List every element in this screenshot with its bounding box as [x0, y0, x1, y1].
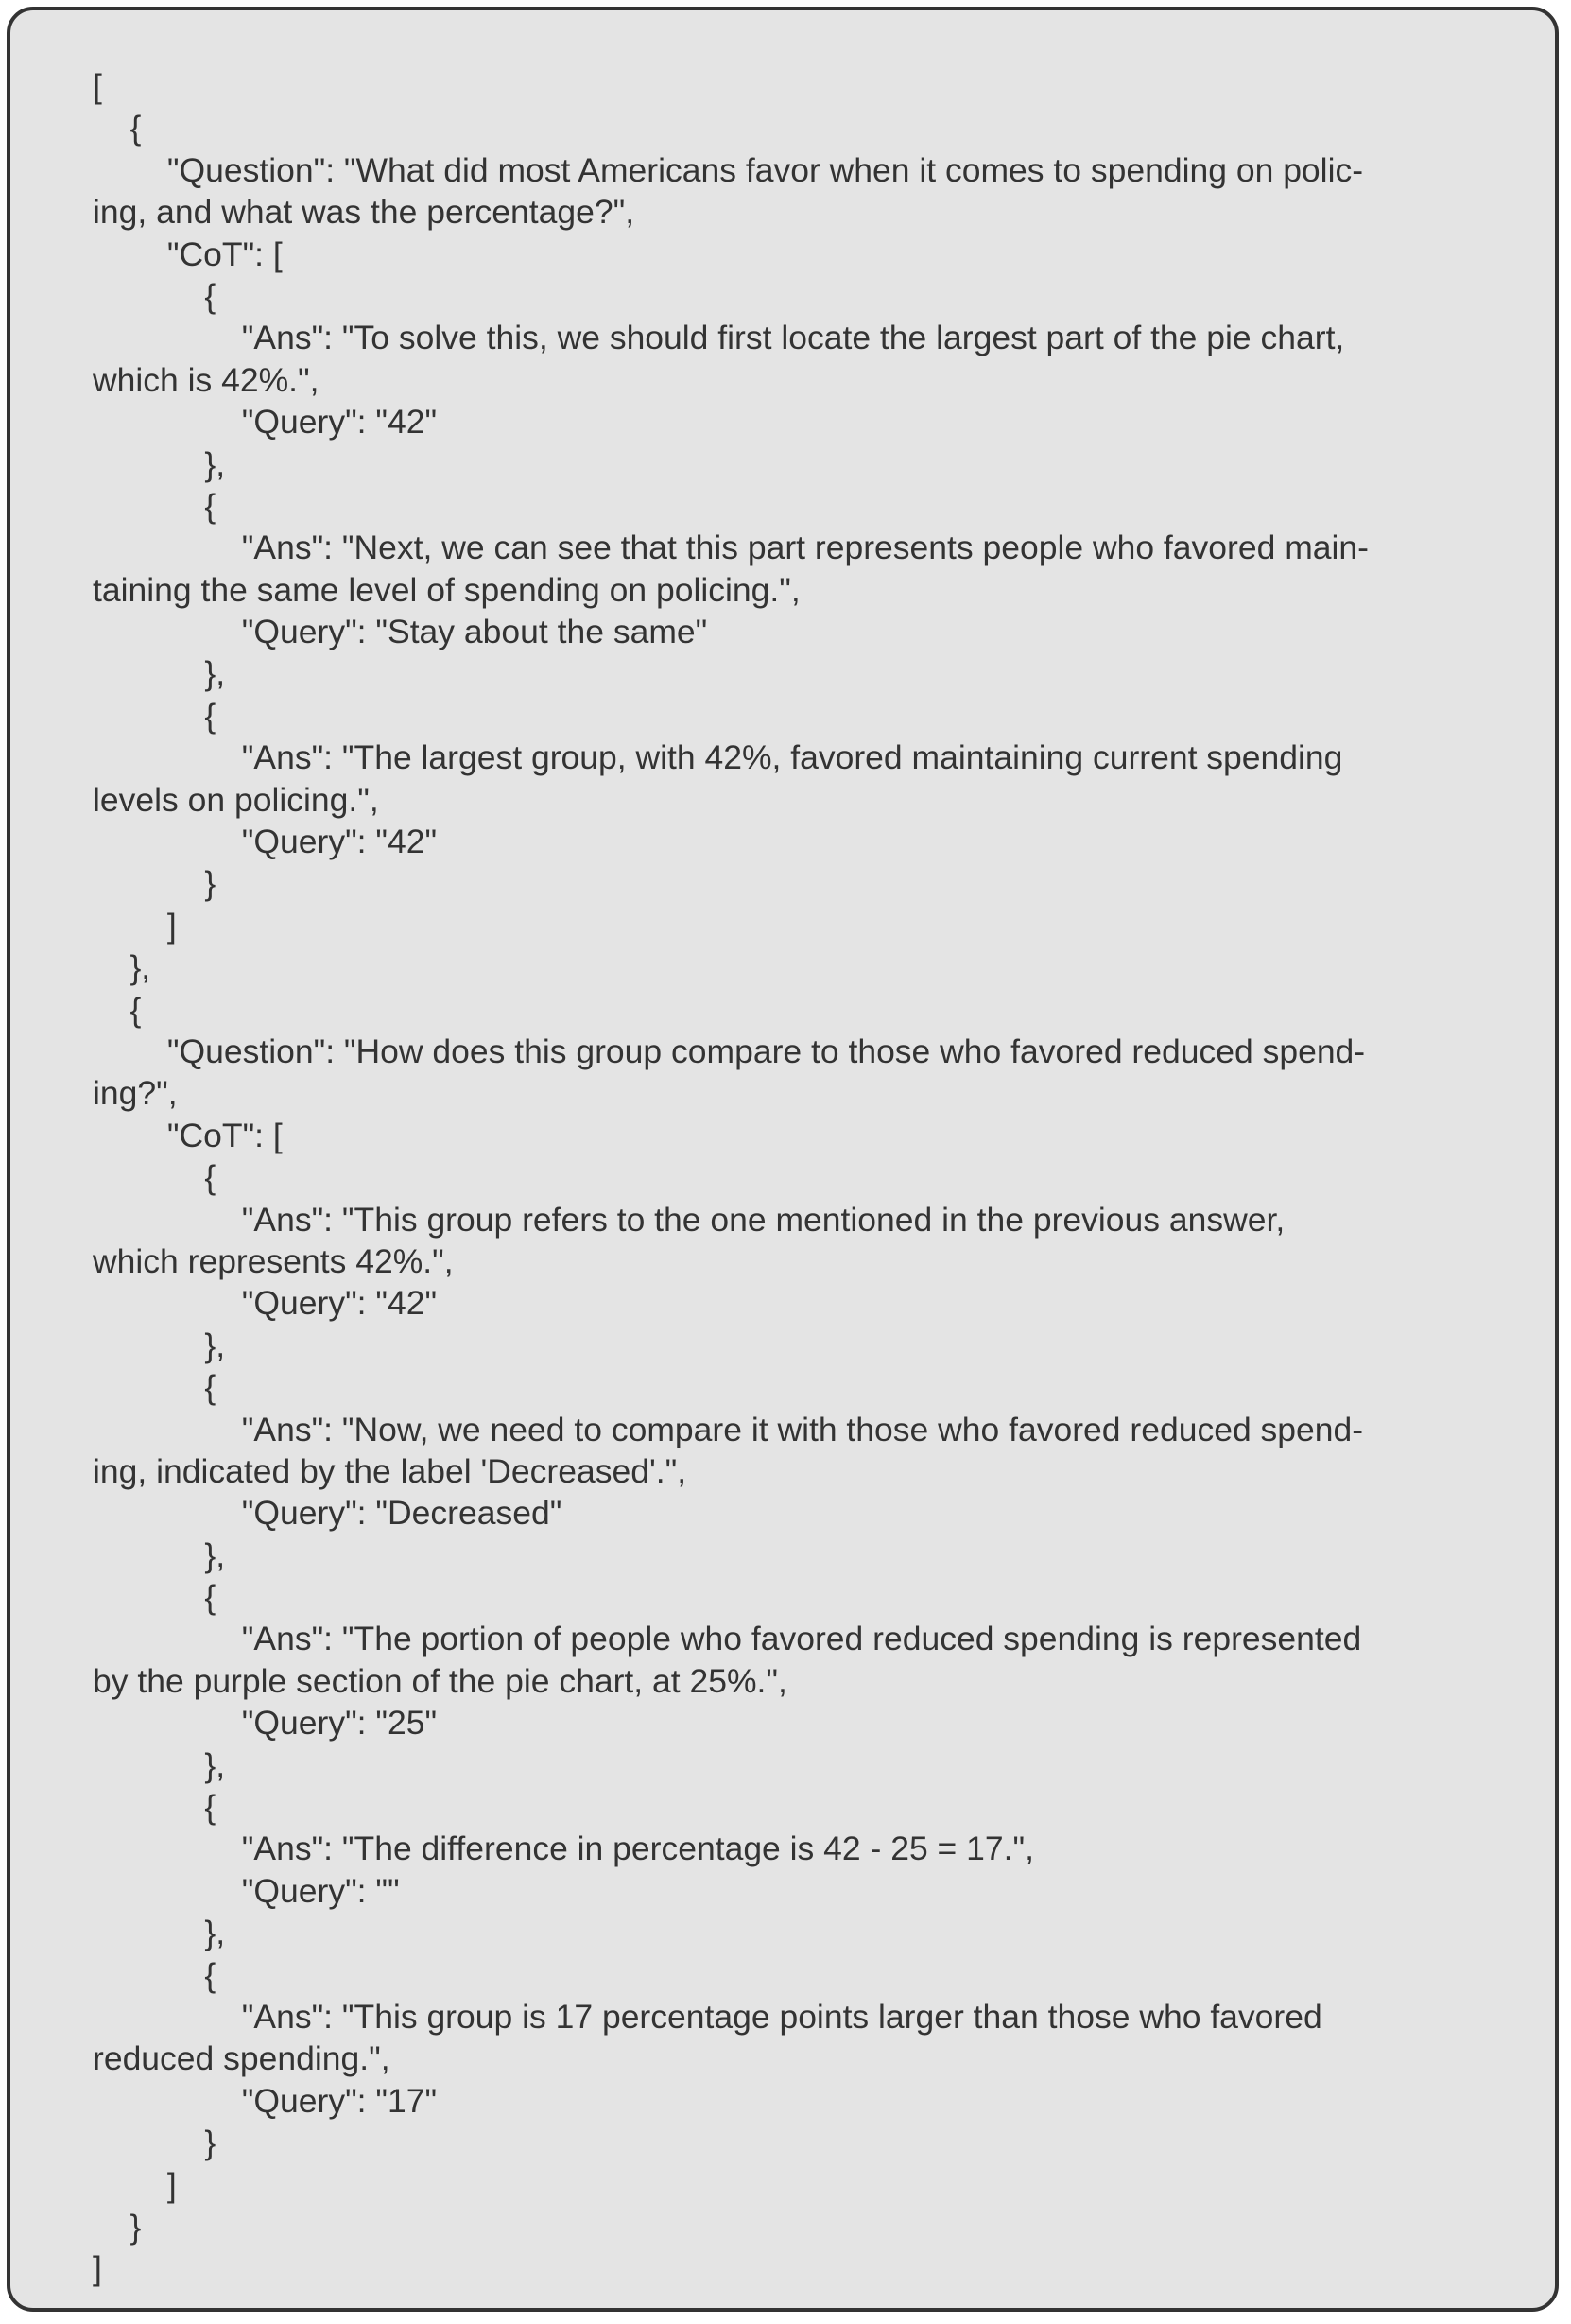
text-line: }, [93, 1326, 226, 1364]
text-line: }, [93, 1914, 226, 1952]
text-line: "CoT": [ [93, 1116, 283, 1154]
text-line: }, [93, 1745, 226, 1784]
text-line: { [93, 1578, 216, 1617]
text-line: } [93, 864, 216, 903]
text-line: "Query": "Decreased" [93, 1494, 562, 1533]
text-line: }, [93, 948, 151, 987]
text-line: }, [93, 654, 226, 693]
text-line: "Query": "42" [93, 403, 438, 442]
json-text-block [93, 65, 1492, 2290]
text-line: "Query": "42" [93, 823, 438, 861]
text-line: "Ans": "To solve this, we should first locate the largest part of the pie chart, [93, 319, 1345, 357]
text-line: "Ans": "This group refers to the one mentioned in the previous answer, [93, 1200, 1286, 1239]
text-line: { [93, 109, 142, 147]
text-line: { [93, 1955, 216, 1994]
text-line: which represents 42%.", [93, 1241, 454, 1280]
text-line: levels on policing.", [93, 780, 379, 819]
text-line: "Query": "Stay about the same" [93, 613, 708, 651]
text-line: ing?", [93, 1074, 178, 1113]
text-line: "Ans": "Next, we can see that this part represents people who favored main- [93, 529, 1369, 567]
text-line: { [93, 276, 216, 315]
text-line: ] [93, 2249, 102, 2288]
text-line: reduced spending.", [93, 2039, 390, 2078]
text-line: [ [93, 67, 102, 105]
json-panel [7, 7, 1559, 2312]
text-line: "Query": "25" [93, 1704, 438, 1743]
text-line: }, [93, 1535, 226, 1574]
text-line: ing, indicated by the label 'Decreased'.", [93, 1451, 687, 1490]
text-line: "CoT": [ [93, 234, 283, 273]
text-line: "Query": "" [93, 1871, 400, 1910]
text-line: "Ans": "This group is 17 percentage points larger than those who favored [93, 1997, 1322, 2036]
text-line: by the purple section of the pie chart, at 25%.", [93, 1661, 787, 1700]
text-line: ] [93, 2165, 177, 2204]
text-line: { [93, 696, 216, 735]
text-line: { [93, 1788, 216, 1827]
text-line: } [93, 2207, 142, 2246]
text-line: ] [93, 906, 177, 945]
text-line: which is 42%.", [93, 360, 319, 399]
text-line: "Query": "17" [93, 2081, 438, 2120]
text-line: "Ans": "Now, we need to compare it with those who favored reduced spend- [93, 1410, 1364, 1448]
text-line: } [93, 2124, 216, 2162]
text-line: ing, and what was the percentage?", [93, 193, 635, 232]
text-line: { [93, 1368, 216, 1407]
text-line: "Question": "What did most Americans favor when it comes to spending on polic- [93, 150, 1364, 189]
text-line: taining the same level of spending on policing.", [93, 570, 801, 609]
text-line: "Ans": "The largest group, with 42%, favored maintaining current spending [93, 738, 1343, 777]
text-line: "Query": "42" [93, 1284, 438, 1323]
text-line: "Question": "How does this group compare to those who favored reduced spend- [93, 1032, 1366, 1070]
text-line: { [93, 990, 142, 1029]
text-line: { [93, 486, 216, 525]
text-line: "Ans": "The portion of people who favored reduced spending is represented [93, 1620, 1362, 1658]
text-line: }, [93, 444, 226, 483]
text-line: { [93, 1158, 216, 1197]
text-line: "Ans": "The difference in percentage is 42 - 25 = 17.", [93, 1830, 1034, 1868]
